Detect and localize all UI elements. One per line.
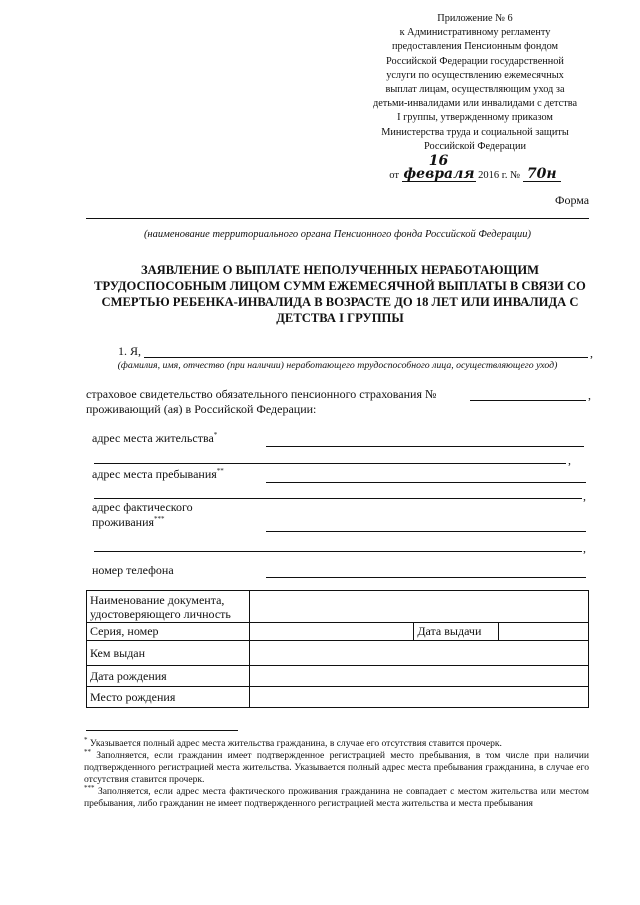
footnote-3: *** Заполняется, если адрес места фактического проживания гражданина не совпадает с местом жительства или местом пребывания, либо гражданин не имеет подтвержденного регистрацией места жительства и места пребывания xyxy=(84,783,589,809)
authority-hint: (наименование территориального органа Пенсионного фонда Российской Федерации) xyxy=(143,229,532,240)
id-document-table xyxy=(86,590,589,708)
stay-label: адрес места пребывания** xyxy=(92,467,224,481)
snils-field[interactable] xyxy=(470,400,586,401)
applicant-name-field[interactable] xyxy=(144,357,588,358)
appendix-block xyxy=(340,12,610,183)
issue-date-label: Дата выдачи xyxy=(414,623,499,641)
order-year: 2016 г. № xyxy=(478,170,521,182)
actual-label-2: проживания*** xyxy=(92,515,165,529)
comma: , xyxy=(583,541,586,555)
birth-date-label: Дата рождения xyxy=(87,666,250,687)
issued-by-label: Кем выдан xyxy=(87,641,250,666)
series-number-label: Серия, номер xyxy=(87,623,250,641)
appendix-line: Министерства труда и социальной защиты xyxy=(381,126,569,138)
phone-label: номер телефона xyxy=(92,563,174,577)
appendix-line: Российской Федерации xyxy=(424,140,526,152)
stay-field-line-2[interactable] xyxy=(94,498,582,499)
form-label: Форма xyxy=(555,193,590,207)
appendix-line: к Административному регламенту xyxy=(399,27,551,39)
residing-label: проживающий (ая) в Российской Федерации: xyxy=(86,402,317,416)
series-number-cell[interactable] xyxy=(249,623,414,641)
appendix-line: услуги по осуществлению ежемесячных xyxy=(386,69,564,81)
comma: , xyxy=(588,388,591,402)
comma: , xyxy=(590,346,593,360)
order-date-handwritten: 16 февраля xyxy=(403,153,475,183)
residence-field-line-1[interactable] xyxy=(266,446,584,447)
residence-field-line-2[interactable] xyxy=(94,463,566,464)
residence-label: адрес места жительства* xyxy=(92,431,218,445)
footnote-divider xyxy=(86,730,238,731)
doc-name-label: Наименование документа, удостоверяющего личность xyxy=(87,591,250,623)
snils-label: страховое свидетельство обязательного пенсионного страхования № xyxy=(86,387,437,401)
issued-by-cell[interactable] xyxy=(249,641,588,666)
order-number-handwritten: 70н xyxy=(523,168,561,182)
stay-field-line-1[interactable] xyxy=(266,482,586,483)
phone-field[interactable] xyxy=(266,577,586,578)
birth-date-cell[interactable] xyxy=(249,666,588,687)
footnote-2: ** Заполняется, если гражданин имеет подтвержденное регистрацией место пребывания, в том числе при наличии подтвержденного регистрацией места жительства. Указывается полный адрес места пребывания гражданина, в случае его отсутствия ставится прочерк. xyxy=(84,747,589,785)
appendix-line: выплат лицам, осуществляющим уход за xyxy=(385,84,565,96)
appendix-line: детьми-инвалидами или инвалидами с детства xyxy=(372,98,578,110)
appendix-line: I группы, утвержденному приказом xyxy=(397,112,553,124)
doc-name-cell[interactable] xyxy=(249,591,588,623)
order-prefix: от xyxy=(389,170,399,182)
authority-field-line[interactable] xyxy=(86,218,589,219)
comma: , xyxy=(583,489,586,503)
footnote-1: * Указывается полный адрес места жительства гражданина, в случае его отсутствия ставится прочерк. xyxy=(84,735,502,749)
actual-field-line-2[interactable] xyxy=(94,551,582,552)
appendix-line: предоставления Пенсионным фондом xyxy=(391,41,559,53)
appendix-line: Российской Федерации государственной xyxy=(386,55,564,67)
actual-label-1: адрес фактического xyxy=(92,500,193,514)
actual-field-line-1[interactable] xyxy=(266,531,586,532)
applicant-prefix: 1. Я, xyxy=(118,344,142,358)
appendix-line: Приложение № 6 xyxy=(437,13,513,24)
document-title: ЗАЯВЛЕНИЕ О ВЫПЛАТЕ НЕПОЛУЧЕННЫХ НЕРАБОТАЮЩИМ ТРУДОСПОСОБНЫМ ЛИЦОМ СУММ ЕЖЕМЕСЯЧНОЙ ВЫПЛАТЫ В СВЯЗИ СО СМЕРТЬЮ РЕБЕНКА-ИНВАЛИДА В ВОЗРАСТЕ ДО 18 ЛЕТ ИЛИ ИНВАЛИДА С ДЕТСТВА I ГРУППЫ xyxy=(94,263,586,325)
birth-place-cell[interactable] xyxy=(249,687,588,708)
applicant-hint: (фамилия, имя, отчество (при наличии) неработающего трудоспособного лица, осуществляющего уход) xyxy=(117,360,558,371)
comma: , xyxy=(568,453,571,467)
order-line xyxy=(340,155,610,183)
issue-date-cell[interactable] xyxy=(499,623,589,641)
birth-place-label: Место рождения xyxy=(87,687,250,708)
